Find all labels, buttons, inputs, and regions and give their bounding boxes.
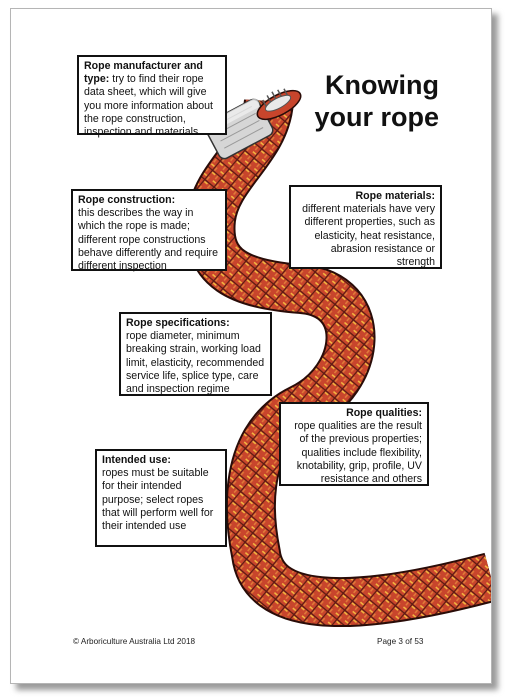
manufacturer-heading: Rope manufacturer and type: [84,60,203,86]
construction-body: this describes the way in which the rope is made; different rope constructions behave differently and require different inspection [78,207,218,273]
specifications-body: rope diameter, minimum breaking strain, working load limit, elasticity, recommended service life, splice type, care and inspection regime [126,330,265,396]
materials-body: different materials have very different properties, such as elasticity, heat resistance, abrasion resistance or strength [302,203,435,269]
construction-heading: Rope construction: [78,194,176,206]
materials-heading: Rope materials: [355,190,435,202]
construction-box [71,189,227,271]
specifications-box [119,312,272,396]
page-title [314,69,439,133]
intended-use-box [95,449,227,547]
materials-box [289,185,442,269]
manufacturer-body: try to find their rope data sheet, which will give you more information about the rope construction, inspection and materials [84,73,213,139]
manufacturer-box [77,55,227,139]
title-line-2: your rope [314,102,439,132]
qualities-body: rope qualities are the result of the previous properties; qualities include flexibility, knotability, grip, profile, UV resistance and others [294,420,422,486]
footer-page-number: Page 3 of 53 [377,637,424,646]
qualities-heading: Rope qualities: [346,407,422,419]
intended-use-body: ropes must be suitable for their intended purpose; select ropes that will perform well for their intended use [102,467,214,533]
qualities-box [279,402,429,486]
footer-copyright: © Arboriculture Australia Ltd 2018 [73,637,196,646]
intended-use-heading: Intended use: [102,454,171,466]
document-page [10,8,492,684]
title-line-1: Knowing [325,70,439,100]
specifications-heading: Rope specifications: [126,317,230,329]
